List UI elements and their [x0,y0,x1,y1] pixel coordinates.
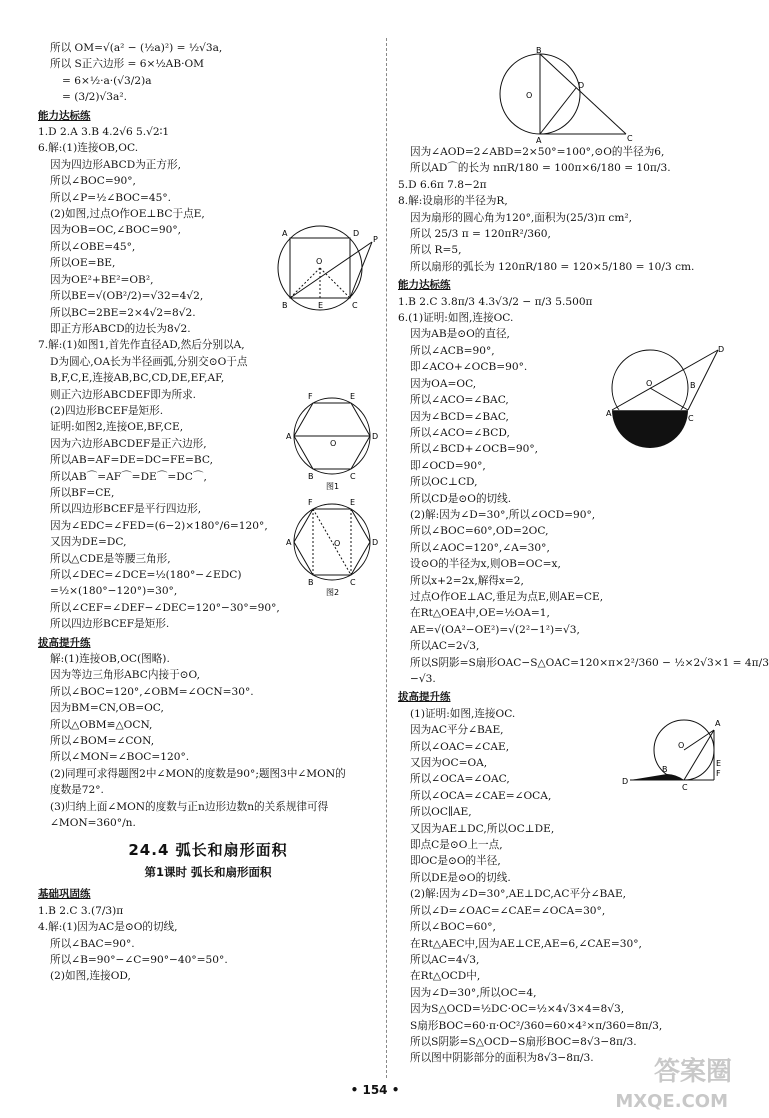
right-line: 所以CD是⊙O的切线. [410,492,512,505]
right-line: 在Rt△OCD中, [410,970,481,983]
right-line: 所以DE是⊙O的切线. [410,871,511,884]
section-title: 24.4 弧长和扇形面积 [128,840,288,859]
left-line: 所以∠DEC=∠DCE=½(180°−∠EDC) [50,569,242,581]
right-line: 又因为OC=OA, [410,757,488,770]
left-line: 即正方形ABCD的边长为8√2. [50,322,191,335]
br-label-d: D [622,777,629,786]
right-line: 8.解:设扇形的半径为R, [398,195,508,208]
left-line: 所以BF=CE, [50,486,115,499]
right-line: 又因为AE⊥DC,所以OC⊥DE, [410,822,555,835]
hex2-label-d: D [372,538,379,547]
left-line: 所以四边形BCEF是平行四边形, [50,503,202,516]
fig-label-d: D [353,229,360,238]
right-line: 1.B 2.C 3.8π/3 4.3√3/2 − π/3 5.500π [398,295,593,308]
right-line: 所以OC∥AE, [410,806,472,819]
right-line: 所以∠BCD+∠OCB=90°, [410,443,538,456]
left-tail-line: 所以∠BAC=90°. [50,937,135,950]
tr-label-a: A [536,136,542,145]
right-line: 即∠ACO+∠OCB=90°. [410,361,528,374]
fig-label-b: B [282,301,288,310]
watermark-logo: 答案圈 [653,1057,732,1087]
right-line: 所以AC=4√3, [410,953,480,966]
hex1-label-b: B [308,472,314,481]
left-line: 因为等边三角形ABC内接于⊙O, [50,669,200,682]
right-line: 所以∠OCA=∠CAE=∠OCA, [410,789,552,802]
right-line: 因为OA=OC, [410,377,477,390]
right-line: (2)解:因为∠D=30°,AE⊥DC,AC平分∠BAE, [410,888,627,901]
right-line: 所以∠AOC=120°,∠A=30°, [410,541,550,554]
right-line: 所以∠OCA=∠OAC, [410,773,510,786]
mr-label-o: O [646,379,653,388]
hex2-caption: 图2 [326,588,340,597]
fig-label-p: P [373,235,378,244]
fig-label-e: E [318,301,324,310]
br-label-a: A [715,719,721,728]
left-line: (2)同理可求得题图2中∠MON的度数是90°;题图3中∠MON的 [50,767,346,780]
right-line: 在Rt△OEA中,OE=½OA=1, [410,607,550,620]
left-line: 所以AB⌒=AF⌒=DE⌒=DC⌒, [50,470,207,483]
hex1-label-a: A [286,432,292,441]
left-line: B,F,C,E,连接AB,BC,CD,DE,EF,AF, [50,372,225,385]
fig-label-c: C [352,301,358,310]
left-line: 所以∠CEF=∠DEF−∠DEC=120°−30°=90°, [50,601,280,614]
left-line: 则正六边形ABCDEF即为所求. [50,388,197,401]
right-line: 所以∠OAC=∠CAE, [410,740,510,753]
left-line: 解:(1)连接OB,OC(图略). [50,653,170,666]
left-line: 能力达标练 [38,109,91,122]
left-line: 6.解:(1)连接OB,OC. [38,142,139,155]
left-line: =½×(180°−120°)=30°, [50,585,178,598]
br-label-o: O [678,741,685,750]
right-line: 因为∠D=30°,所以OC=4, [410,986,537,999]
hex2-label-a: A [286,538,292,547]
br-label-f: F [716,769,721,778]
fig-label-a: A [282,229,288,238]
left-line: 所以OE=BE, [50,257,116,270]
tr-label-b: B [536,46,542,55]
right-line: 因为AC平分∠BAE, [410,724,504,737]
right-line: 因为扇形的圆心角为120°,面积为(25/3)π cm², [410,211,632,224]
left-line: (2)四边形BCEF是矩形. [50,404,164,417]
left-line: 因为四边形ABCD为正方形, [50,158,181,171]
left-line: 所以 S正六边形 = 6×½AB·OM [50,58,205,71]
tr-label-d: D [578,81,585,90]
right-line: 能力达标练 [398,279,451,292]
left-line: 所以∠BOM=∠CON, [50,735,155,748]
right-line: (1)证明:如图,连接OC. [410,707,516,720]
br-label-e: E [716,759,722,768]
right-line: 因为AB是⊙O的直径, [410,328,510,341]
left-line: 所以 OM=√(a² − (½a)²) = ½√3a, [50,42,223,54]
right-line: 所以图中阴影部分的面积为8√3−8π/3. [410,1052,594,1065]
right-line: 所以S阴影=S△OCD−S扇形BOC=8√3−8π/3. [410,1035,637,1048]
left-line: 所以四边形BCEF是矩形. [50,618,170,631]
right-line: 因为∠AOD=2∠ABD=2×50°=100°,⊙O的半径为6, [410,146,665,158]
left-line: (2)如图,过点O作OE⊥BC于点E, [50,208,205,221]
br-label-b: B [662,765,668,774]
right-column [398,40,769,1067]
left-line: 因为六边形ABCDEF是正六边形, [50,437,207,450]
right-line: 所以∠BOC=60°,OD=2OC, [410,525,549,538]
right-line: 设⊙O的半径为x,则OB=OC=x, [410,558,561,571]
mr-label-d: D [718,345,725,354]
right-line: 6.(1)证明:如图,连接OC. [398,312,514,325]
right-lines [398,144,769,1067]
left-line: 因为∠EDC=∠FED=(6−2)×180°/6=120°, [50,519,268,532]
left-line: 所以BC=2BE=2×4√2=8√2. [50,306,196,319]
left-line: 又因为DE=DC, [50,536,127,549]
right-line: 所以S阴影=S扇形OAC−S△OAC=120×π×2²/360 − ½×2√3×1 = 4π/3 [410,656,769,669]
left-line: 所以AB=AF=DE=DC=FE=BC, [50,454,213,467]
left-line: 证明:如图2,连接OE,BF,CE, [50,421,184,434]
hex1-caption: 图1 [326,482,340,491]
tr-label-c: C [627,134,633,143]
right-line: 所以OC⊥CD, [410,476,478,489]
right-line: −√3. [410,673,436,685]
left-line: 拔高提升练 [38,636,91,649]
hex1-label-e: E [350,392,356,401]
left-line: D为圆心,OA长为半径画弧,分别交⊙O于点 [50,355,248,368]
left-tail-line: 1.B 2.C 3.(7/3)π [38,904,124,917]
hex1-label-c: C [350,472,356,481]
left-tail-line: 4.解:(1)因为AC是⊙O的切线, [38,921,178,934]
left-line: 因为BM=CN,OB=OC, [50,702,164,715]
right-line: 过点O作OE⊥AC,垂足为点E,则AE=CE, [410,590,604,603]
left-line: 所以∠MON=∠BOC=120°. [50,751,190,764]
hex1-label-f: F [308,392,313,401]
left-line: 因为OE²+BE²=OB², [50,273,154,286]
left-line: = 6×½·a·(√3/2)a [62,74,152,87]
hex2-label-f: F [308,498,313,507]
figure-bottom-right [622,716,728,792]
right-line: 所以∠ACB=90°, [410,344,495,357]
right-line: 拔高提升练 [398,691,451,704]
left-line: 7.解:(1)如图1,首先作直径AD,然后分别以A, [38,339,245,352]
right-line: 所以 R=5, [410,244,462,257]
figure-square-in-circle [276,222,380,318]
right-line: 所以∠ACO=∠BCD, [410,426,510,439]
watermark-url: MXQE.COM [615,1091,728,1112]
left-line: 所以△OBM≌△OCN, [50,718,153,731]
left-line: 所以∠P=½∠BOC=45°. [50,191,172,204]
right-line: S扇形BOC=60·π·OC²/360=60×4²×π/360=8π/3, [410,1019,663,1032]
tr-label-o: O [526,91,533,100]
left-line: 所以∠BOC=120°,∠OBM=∠OCN=30°. [50,685,254,698]
left-line: (3)归纳上面∠MON的度数与正n边形边数n的关系规律可得 [50,800,329,813]
column-divider [386,38,387,1078]
right-line: 所以AD⌒的长为 nπR/180 = 100π×6/180 = 10π/3. [410,162,671,175]
left-line: 1.D 2.A 3.B 4.2√6 5.√2∶1 [38,126,170,139]
hex2-label-c: C [350,578,356,587]
left-line: 所以BE=√(OB²/2)=√32=4√2, [50,290,204,303]
right-line: AE=√(OA²−OE²)=√(2²−1²)=√3, [410,623,580,636]
right-line: 因为S△OCD=½DC·OC=½×4√3×4=8√3, [410,1003,625,1016]
left-line: 所以∠BOC=90°, [50,175,136,188]
left-tail-line: (2)如图,连接OD, [50,970,131,983]
left-tail-line: 所以∠B=90°−∠C=90°−40°=50°. [50,953,228,966]
lesson-title: 第1课时 弧长和扇形面积 [144,864,272,879]
right-line: 所以 25/3 π = 120πR²/360, [410,228,551,241]
mr-label-c: C [688,414,694,423]
br-label-c: C [682,783,688,792]
left-line: 因为OB=OC,∠BOC=90°, [50,224,181,237]
right-line: 所以扇形的弧长为 120πR/180 = 120×5/180 = 10/3 cm. [410,260,695,273]
mr-label-a: A [606,409,612,418]
right-line: 即∠OCD=90°, [410,459,486,472]
left-line: ∠MON=360°/n. [50,817,136,830]
right-line: 所以x+2=2x,解得x=2, [410,574,524,587]
left-line: = (3/2)√3a². [62,91,127,104]
right-line: 因为∠BCD=∠BAC, [410,410,509,423]
figure-hexagon-1 [286,388,380,492]
right-line: 5.D 6.6π 7.8−2π [398,178,487,191]
hex1-label-o: O [330,439,337,448]
fig-label-o: O [316,257,323,266]
right-line: 所以∠BOC=60°, [410,921,496,934]
left-line: 度数是72°. [50,784,104,797]
hex2-label-b: B [308,578,314,587]
left-line: 所以∠OBE=45°, [50,240,136,253]
right-line: 即点C是⊙O上一点, [410,839,503,852]
figure-top-right [496,48,636,144]
hex1-label-d: D [372,432,379,441]
mr-label-b: B [690,381,696,390]
right-line: 所以∠D=∠OAC=∠CAE=∠OCA=30°, [410,904,606,917]
left-tail-lines [38,886,378,984]
page-number: • 154 • [350,1083,400,1097]
figure-mid-right [606,344,726,430]
hex2-label-e: E [350,498,356,507]
left-tail-line: 基础巩固练 [38,888,91,901]
right-line: 所以∠ACO=∠BAC, [410,394,509,407]
right-line: 所以AC=2√3, [410,640,480,653]
figure-hexagon-2 [286,494,380,598]
hex2-label-o: O [334,539,341,548]
right-line: 即OC是⊙O的半径, [410,855,501,868]
right-line: (2)解:因为∠D=30°,所以∠OCD=90°, [410,508,596,521]
right-line: 在Rt△AEC中,因为AE⊥CE,AE=6,∠CAE=30°, [410,937,642,950]
left-line: 所以△CDE是等腰三角形, [50,552,171,565]
